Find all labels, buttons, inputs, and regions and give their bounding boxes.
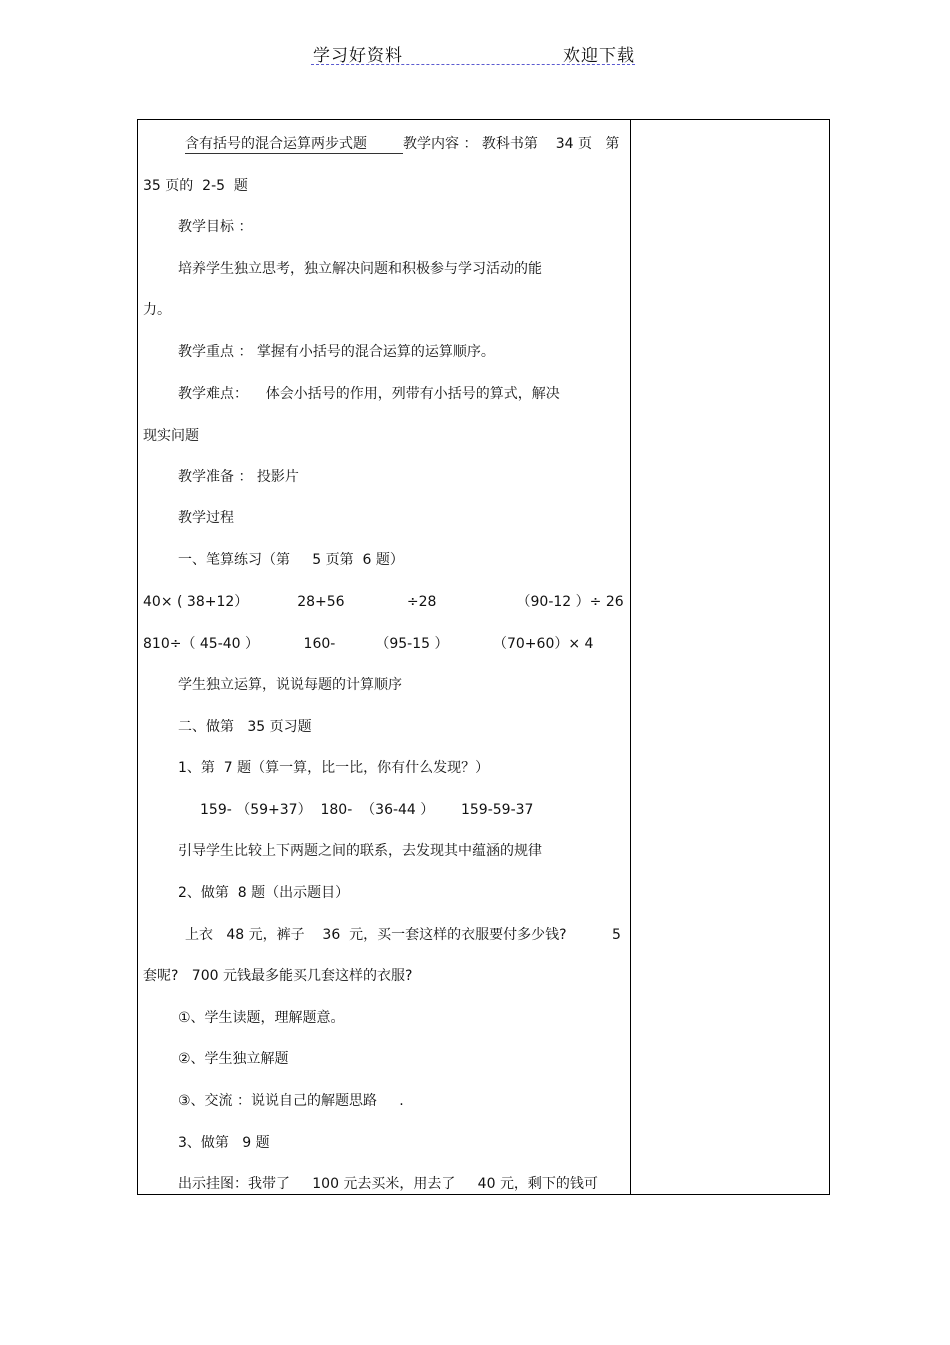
- table-column-divider: [630, 119, 631, 1195]
- question-7: 1、第 7 题（算一算，比一比，你有什么发现？）: [178, 760, 490, 776]
- lesson-title: 含有括号的混合运算两步式题: [185, 136, 367, 152]
- title-underline: [185, 153, 403, 154]
- teaching-process: 教学过程: [178, 510, 234, 526]
- content-intro: 教学内容 ： 教科书第 34 页 第: [403, 136, 620, 152]
- content-continuation: 35 页的 2-5 题: [143, 178, 248, 194]
- independent-calc: 学生独立运算，说说每题的计算顺序: [178, 677, 402, 693]
- goal-label: 教学目标 ：: [178, 219, 253, 235]
- question-7-expressions: 159- （59+37） 180- （36-44 ） 159-59-37: [200, 802, 534, 818]
- guide-text: 引导学生比较上下两题之间的联系，去发现其中蕴涵的规律: [178, 843, 542, 859]
- teaching-prep: 教学准备 ： 投影片: [178, 469, 299, 485]
- question-8: 2、做第 8 题（出示题目）: [178, 885, 350, 901]
- question-9: 3、做第 9 题: [178, 1135, 270, 1151]
- header-left-text: 学习好资料: [313, 46, 403, 66]
- teaching-difficulty-1: 教学难点： 体会小括号的作用，列带有小括号的算式，解决: [178, 386, 560, 402]
- lesson-table: [137, 119, 830, 1195]
- header-dashed-rule: [311, 64, 635, 65]
- step-2: ②、学生独立解题: [178, 1051, 289, 1067]
- step-3: ③、交流 ：说说自己的解题思路 .: [178, 1093, 404, 1109]
- step-1: ①、学生读题，理解题意。: [178, 1010, 345, 1026]
- goal-line-2: 力。: [143, 302, 171, 318]
- question-8-text-2: 套呢? 700 元钱最多能买几套这样的衣服?: [143, 968, 413, 984]
- teaching-difficulty-2: 现实问题: [143, 428, 199, 444]
- header-right-text: 欢迎下载: [563, 46, 635, 66]
- goal-line-1: 培养学生独立思考，独立解决问题和积极参与学习活动的能: [178, 261, 542, 277]
- calc-row-1: 40× ( 38+12） 28+56 ÷28 （90-12 ）÷ 26: [143, 594, 624, 610]
- question-8-text-1-number: 5: [612, 927, 621, 943]
- section-1-heading: 一、笔算练习（第 5 页第 6 题）: [178, 552, 404, 568]
- calc-row-2: 810÷（ 45-40 ） 160- （95-15 ） （70+60）× 4: [143, 636, 594, 652]
- question-8-text-1: 上衣 48 元，裤子 36 元，买一套这样的衣服要付多少钱?: [185, 927, 567, 943]
- section-2-heading: 二、做第 35 页习题: [178, 719, 312, 735]
- question-9-text: 出示挂图：我带了 100 元去买米，用去了 40 元，剩下的钱可: [178, 1176, 598, 1192]
- teaching-focus: 教学重点 ： 掌握有小括号的混合运算的运算顺序。: [178, 344, 495, 360]
